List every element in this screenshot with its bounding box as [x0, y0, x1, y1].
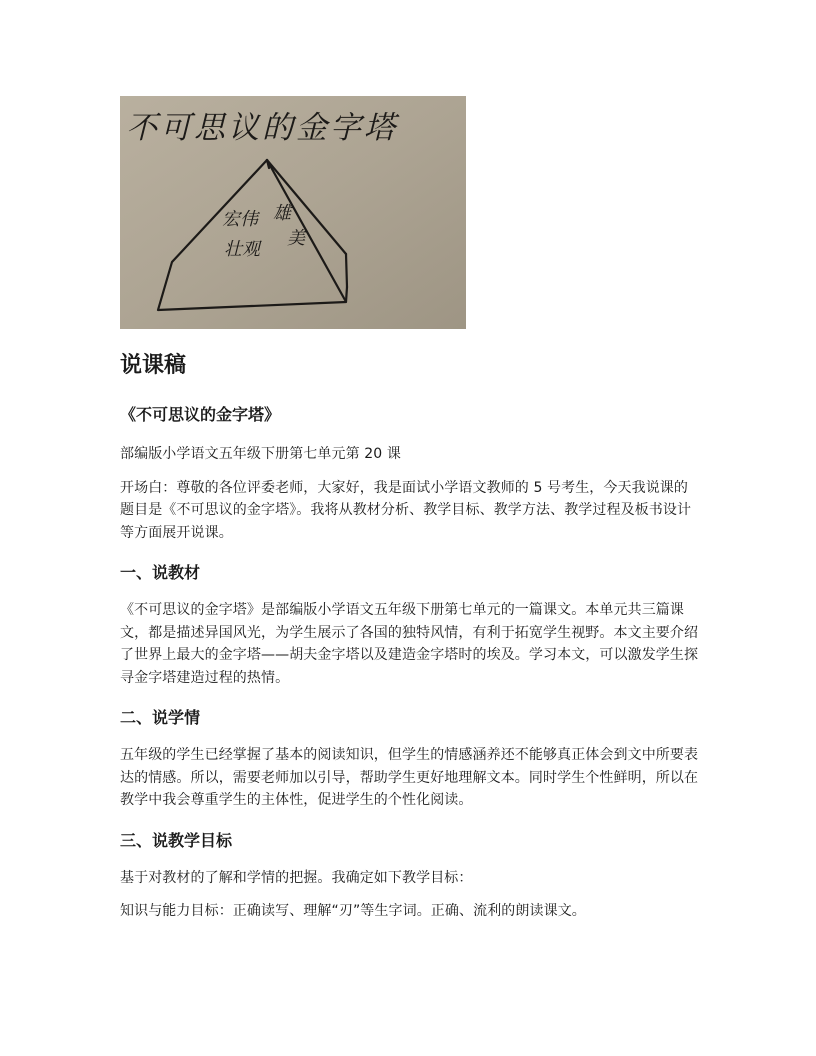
document-title: 说课稿: [120, 353, 187, 378]
section-body-textbook: 《不可思议的金字塔》是部编版小学语文五年级下册第七单元的一篇课文。本单元共三篇课文，都是描述异国风光，为学生展示了各国的独特风情，有利于拓宽学生视野。本文主要介绍了世界上最大的金字塔——胡夫金字塔以及建造金字塔时的埃及。学习本文，可以激发学生探寻金字塔建造过程的热情。: [120, 602, 699, 686]
left-face-text-1: 宏伟: [222, 209, 258, 230]
right-face-text-1: 雄: [273, 203, 291, 224]
section-body-students: 五年级的学生已经掌握了基本的阅读知识，但学生的情感涵养还不能够真正体会到文中所要表达的情感。所以，需要老师加以引导，帮助学生更好地理解文本。同时学生个性鲜明，所以在教学中我会尊重学生的主体性，促进学生的个性化阅读。: [120, 747, 699, 808]
opening-paragraph: 开场白：尊敬的各位评委老师，大家好，我是面试小学语文教师的 5 号考生，今天我说课的题目是《不可思议的金字塔》。我将从教材分析、教学目标、教学方法、教学过程及板书设计等方面展开说课。: [120, 479, 692, 541]
document-page: [120, 96, 700, 934]
right-face-text-2: 美: [287, 228, 305, 249]
pyramid-sketch-photo: [120, 96, 466, 329]
section-heading-goals: 三、说教学目标: [120, 830, 233, 850]
handwritten-title: 不可思议的金字塔: [126, 110, 398, 146]
lesson-title: 《不可思议的金字塔》: [120, 405, 281, 424]
section-heading-textbook: 一、说教材: [120, 563, 201, 582]
source-line: 部编版小学语文五年级下册第七单元第 20 课: [120, 446, 401, 462]
left-face-text-2: 壮观: [224, 239, 260, 260]
knowledge-goal-line: 知识与能力目标：正确读写、理解“刃”等生字词。正确、流利的朗读课文。: [120, 903, 586, 919]
section-body-goals: 基于对教材的了解和学情的把握。我确定如下教学目标：: [120, 869, 473, 886]
section-heading-students: 二、说学情: [120, 708, 201, 727]
